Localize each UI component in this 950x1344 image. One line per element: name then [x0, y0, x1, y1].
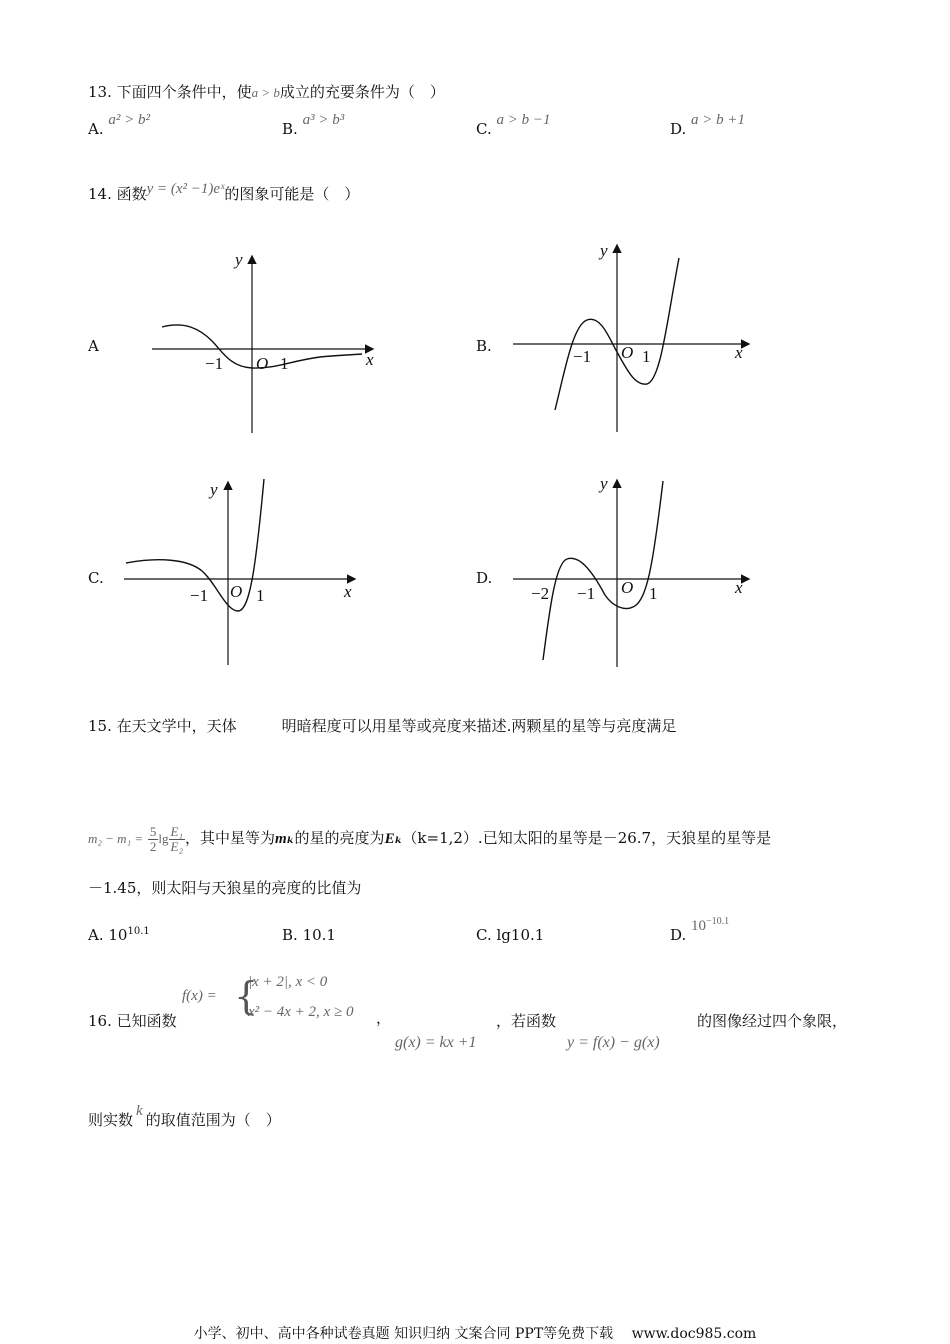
frac-den: E₂ [170, 838, 183, 854]
tick-label: −1 [190, 586, 209, 605]
y-label: y [235, 250, 243, 269]
q16-line2 [88, 1103, 281, 1131]
option-math: a³ > b³ [302, 112, 345, 128]
x-label: x [735, 343, 743, 362]
option-text: lg10.1 [496, 926, 545, 944]
x-label: x [344, 582, 352, 601]
graph-a-label: A [88, 337, 99, 355]
tick-label: 1 [642, 347, 651, 366]
frac-den: 2 [149, 838, 157, 854]
tick-label: −1 [573, 347, 592, 366]
q15-text: 的星的亮度为 [294, 829, 385, 847]
origin-label: O [621, 578, 634, 597]
q13-stem [88, 82, 445, 103]
graph-c-label: C. [88, 569, 104, 587]
graph-a [140, 245, 390, 440]
case-1: |x + 2|, x < 0 [248, 974, 328, 990]
q15-line3: －1.45，则太阳与天狼星的亮度的比值为 [88, 879, 362, 897]
q16-comma: ， [376, 1009, 392, 1027]
q15-mk: mₖ [275, 831, 295, 847]
option-label: B. [282, 120, 298, 138]
q14-stem [88, 181, 360, 205]
brace: { [234, 974, 259, 1018]
q16-g-def: g(x) = kx +1 [395, 1034, 477, 1051]
q13-stem-math: a > b [251, 85, 280, 100]
x-label: x [366, 350, 374, 369]
q13-option-b [282, 112, 345, 139]
q13-stem-post: 成立的充要条件为（ ） [279, 83, 445, 101]
q16-post: 的图像经过四个象限， [697, 1012, 848, 1030]
q15-line1: 15. 在天文学中，天体 明暗程度可以用星等或亮度来描述.两颗星的星等与亮度满足 [88, 717, 677, 735]
tick-label: 1 [256, 586, 265, 605]
y-label: y [210, 480, 218, 499]
q16-k: k [136, 1103, 143, 1119]
graph-d-label: D. [476, 569, 493, 587]
tick-label: −1 [577, 584, 596, 603]
formula-frac-e [169, 825, 185, 854]
footer: 小学、初中、高中各种试卷真题 知识归纳 文案合同 PPT等免费下载 www.doc985.com [193, 1326, 757, 1342]
f-lhs: f(x) = [182, 988, 217, 1004]
q14-stem-math: y = (x² −1)eˣ [146, 181, 225, 197]
tick-label: −1 [205, 354, 224, 373]
option-text: 10.1 [302, 926, 336, 944]
option-math: a > b +1 [691, 112, 746, 128]
graph-d [505, 475, 765, 670]
option-label: D. [670, 120, 687, 138]
option-text: 10 [108, 926, 128, 944]
tick-label: 1 [280, 354, 289, 373]
y-label: y [600, 241, 608, 260]
q15-ek: Eₖ [384, 831, 403, 847]
formula-lg: lg [158, 831, 169, 846]
q15-option-b [282, 926, 336, 944]
frac-num: 5 [149, 823, 157, 839]
origin-label: O [621, 343, 634, 362]
q13-option-a [88, 112, 151, 139]
option-label: C. [476, 926, 492, 944]
x-label: x [735, 578, 743, 597]
q14-stem-post: 的图象可能是（ ） [224, 185, 360, 203]
option-math: a² > b² [108, 112, 151, 128]
q15-text: ，其中星等为 [185, 829, 276, 847]
q13-option-d [670, 112, 746, 139]
option-label: C. [476, 120, 492, 138]
q16-mid: ，若函数 [496, 1012, 557, 1030]
option-label: A. [88, 926, 104, 944]
option-label: D. [670, 926, 687, 944]
option-text: 10 [691, 918, 707, 934]
q15-option-a [88, 926, 150, 944]
q16-line2-pre: 则实数 [88, 1111, 134, 1129]
graph-b [505, 240, 765, 435]
formula-frac [148, 825, 159, 854]
case-2: x² − 4x + 2, x ≥ 0 [248, 1004, 354, 1020]
q14-stem-pre: 14. 函数 [88, 185, 147, 203]
option-label: A. [88, 120, 104, 138]
frac-num: E₁ [170, 823, 183, 839]
q13-option-c [476, 112, 551, 139]
curve [543, 481, 663, 660]
tick-label: −2 [531, 584, 550, 603]
q16-piecewise [182, 972, 382, 1032]
q16-y-def: y = f(x) − g(x) [567, 1034, 660, 1051]
tick-label: 1 [649, 584, 658, 603]
graph-b-label: B. [476, 337, 492, 355]
q15-line2 [88, 818, 771, 858]
q16-line2-post: 的取值范围为（ ） [145, 1111, 281, 1129]
formula-lhs: m₂ − m₁ = [88, 831, 144, 846]
option-sup: −10.1 [706, 916, 730, 927]
q15-option-c [476, 926, 544, 944]
q16-stem-pre: 16. 已知函数 [88, 1012, 177, 1030]
q15-text: （k=1,2）.已知太阳的星等是－26.7，天狼星的星等是 [402, 829, 772, 847]
q15-option-d [670, 916, 730, 945]
option-sup: 10.1 [127, 926, 150, 937]
origin-label: O [256, 354, 269, 373]
option-math: a > b −1 [496, 112, 551, 128]
option-label: B. [282, 926, 298, 944]
q13-stem-pre: 13. 下面四个条件中，使 [88, 83, 252, 101]
graph-c [118, 475, 368, 670]
origin-label: O [230, 582, 243, 601]
y-label: y [600, 475, 608, 493]
